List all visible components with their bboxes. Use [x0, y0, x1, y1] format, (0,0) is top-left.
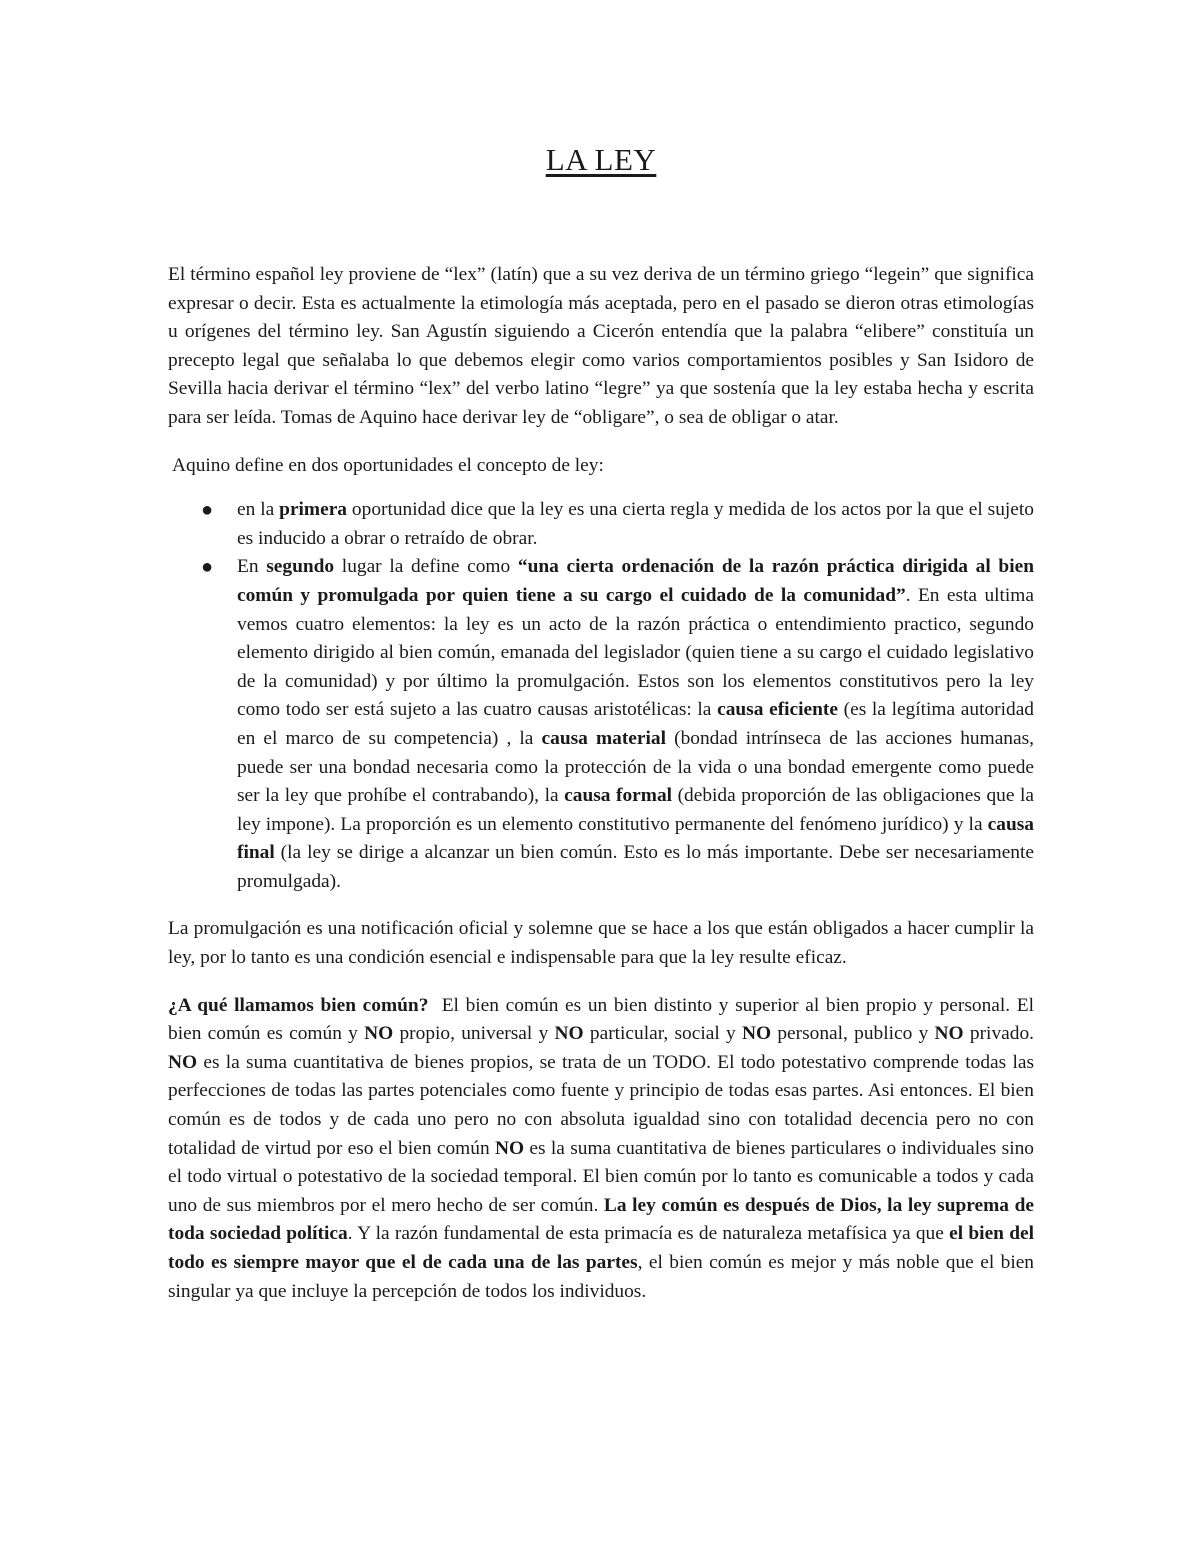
bold-run: “una cierta ordenación de la razón práctica dirigida al bien común y promulgada por quien tiene a su cargo el cuidado de la comunidad”	[237, 556, 1034, 606]
text-run: (debida proporción de las obligaciones que la ley impone). La proporción es un elemento constitutivo permanente del fenómeno jurídico) y la	[237, 785, 1035, 835]
text-run: . En esta ultima vemos cuatro elementos: la ley es un acto de la razón práctica o entendimiento practico, segundo elemento dirigido al bien común, emanada del legislador (quien tiene a su cargo el cuidado legislativo de la comunidad) y por último la promulgación. Estos son los elementos constitutivos pero la ley como todo ser está sujeto a las cuatro causas aristotélicas: la	[237, 584, 1034, 721]
list-item	[168, 496, 1034, 553]
bullet-icon: ●	[201, 556, 214, 579]
text-run: en la	[237, 499, 280, 521]
bold-run: NO	[494, 1137, 525, 1159]
text-run: lugar la define como	[334, 556, 518, 578]
bold-run: segundo	[266, 556, 335, 578]
bold-run: NO	[554, 1023, 584, 1045]
text-run: propio, universal y	[393, 1023, 555, 1045]
bold-run: el bien del todo es siempre mayor que el de cada una de las partes	[168, 1223, 1035, 1273]
intro-paragraph: El término español ley proviene de “lex” (latín) que a su vez deriva de un término griego “legein” que significa expresar o decir. Esta es actualmente la etimología más aceptada, pero en el pasado se dieron otras etimologías u orígenes del término ley. San Agustín siguiendo a Cicerón entendía que la palabra “elibere” constituía un precepto legal que señalaba lo que debemos elegir como varios comportamientos posibles y San Isidoro de Sevilla hacia derivar el término “lex” del verbo latino “legre” ya que sostenía que la ley estaba hecha y escrita para ser leída. Tomas de Aquino hace derivar ley de “obligare”, o sea de obligar o atar.	[168, 264, 1034, 428]
text-run: , el bien común es mejor y más noble que el bien singular ya que incluye la percepción de todos los individuos.	[168, 1252, 1035, 1302]
bold-run: causa formal	[564, 785, 673, 807]
text-run: En	[237, 556, 267, 578]
bien-comun-paragraph	[168, 992, 1039, 1307]
text-run: privado.	[963, 1023, 1034, 1045]
promulgacion-paragraph: La promulgación es una notificación oficial y solemne que se hace a los que están obligados a hacer cumplir la ley, por lo tanto es una condición esencial e indispensable para que la ley resulte eficaz.	[168, 918, 1034, 969]
list-item	[168, 553, 1034, 896]
bold-run: ¿A qué llamamos bien común?	[168, 994, 429, 1016]
aquino-paragraph: Aquino define en dos oportunidades el concepto de ley:	[172, 454, 604, 476]
bold-run: NO	[168, 1051, 198, 1073]
text-run: es la suma cuantitativa de bienes propios, se trata de un TODO. El todo potestativo comprende todas las perfecciones de todas las partes potenciales como fuente y principio de todas esas partes. Asi entonces. El bien común es de todos y de cada uno pero no con absoluta igualdad sino con totalidad decencia pero no con totalidad de virtud por eso el bien común	[168, 1051, 1034, 1159]
bold-run: causa final	[237, 813, 1034, 864]
bold-run: La ley común es después de Dios, la ley suprema de toda sociedad política	[168, 1194, 1034, 1245]
bold-run: causa material	[541, 727, 666, 749]
bold-run: NO	[934, 1023, 964, 1045]
text-run: (la ley se dirige a alcanzar un bien común. Esto es lo más importante. Debe ser necesariamente promulgada).	[237, 842, 1034, 892]
bold-run: primera	[279, 499, 347, 521]
bold-run: causa eficiente	[717, 699, 838, 721]
text-run: oportunidad dice que la ley es una cierta regla y medida de los actos por la que el sujeto es inducido a obrar o retraído de obrar.	[237, 499, 1034, 549]
text-run: es la suma cuantitativa de bienes particulares o individuales sino el todo virtual o potestativo de la sociedad temporal. El bien común por lo tanto es comunicable a todos y cada uno de sus miembros por el mero hecho de ser común.	[168, 1137, 1034, 1216]
bold-run: NO	[364, 1023, 394, 1045]
text-run: (es la legítima autoridad en el marco de su competencia) , la	[237, 699, 1034, 749]
text-run: (bondad intrínseca de las acciones humanas, puede ser una bondad necesaria como la protección de la vida o una bondad emergente como puede ser la ley que prohíbe el contrabando), la	[237, 727, 1034, 807]
text-run: personal, publico y	[771, 1023, 935, 1045]
bullet-icon: ●	[201, 499, 214, 522]
bold-run: NO	[741, 1023, 772, 1045]
text-run: El bien común es un bien distinto y superior al bien propio y personal. El bien común es común y	[168, 994, 1039, 1045]
document-page	[168, 140, 1039, 1306]
definition-list	[168, 496, 1034, 896]
document-title: LA LEY	[545, 142, 657, 177]
text-run: . Y la razón fundamental de esta primacía es de naturaleza metafísica ya que	[347, 1223, 950, 1245]
text-run: particular, social y	[583, 1023, 742, 1045]
